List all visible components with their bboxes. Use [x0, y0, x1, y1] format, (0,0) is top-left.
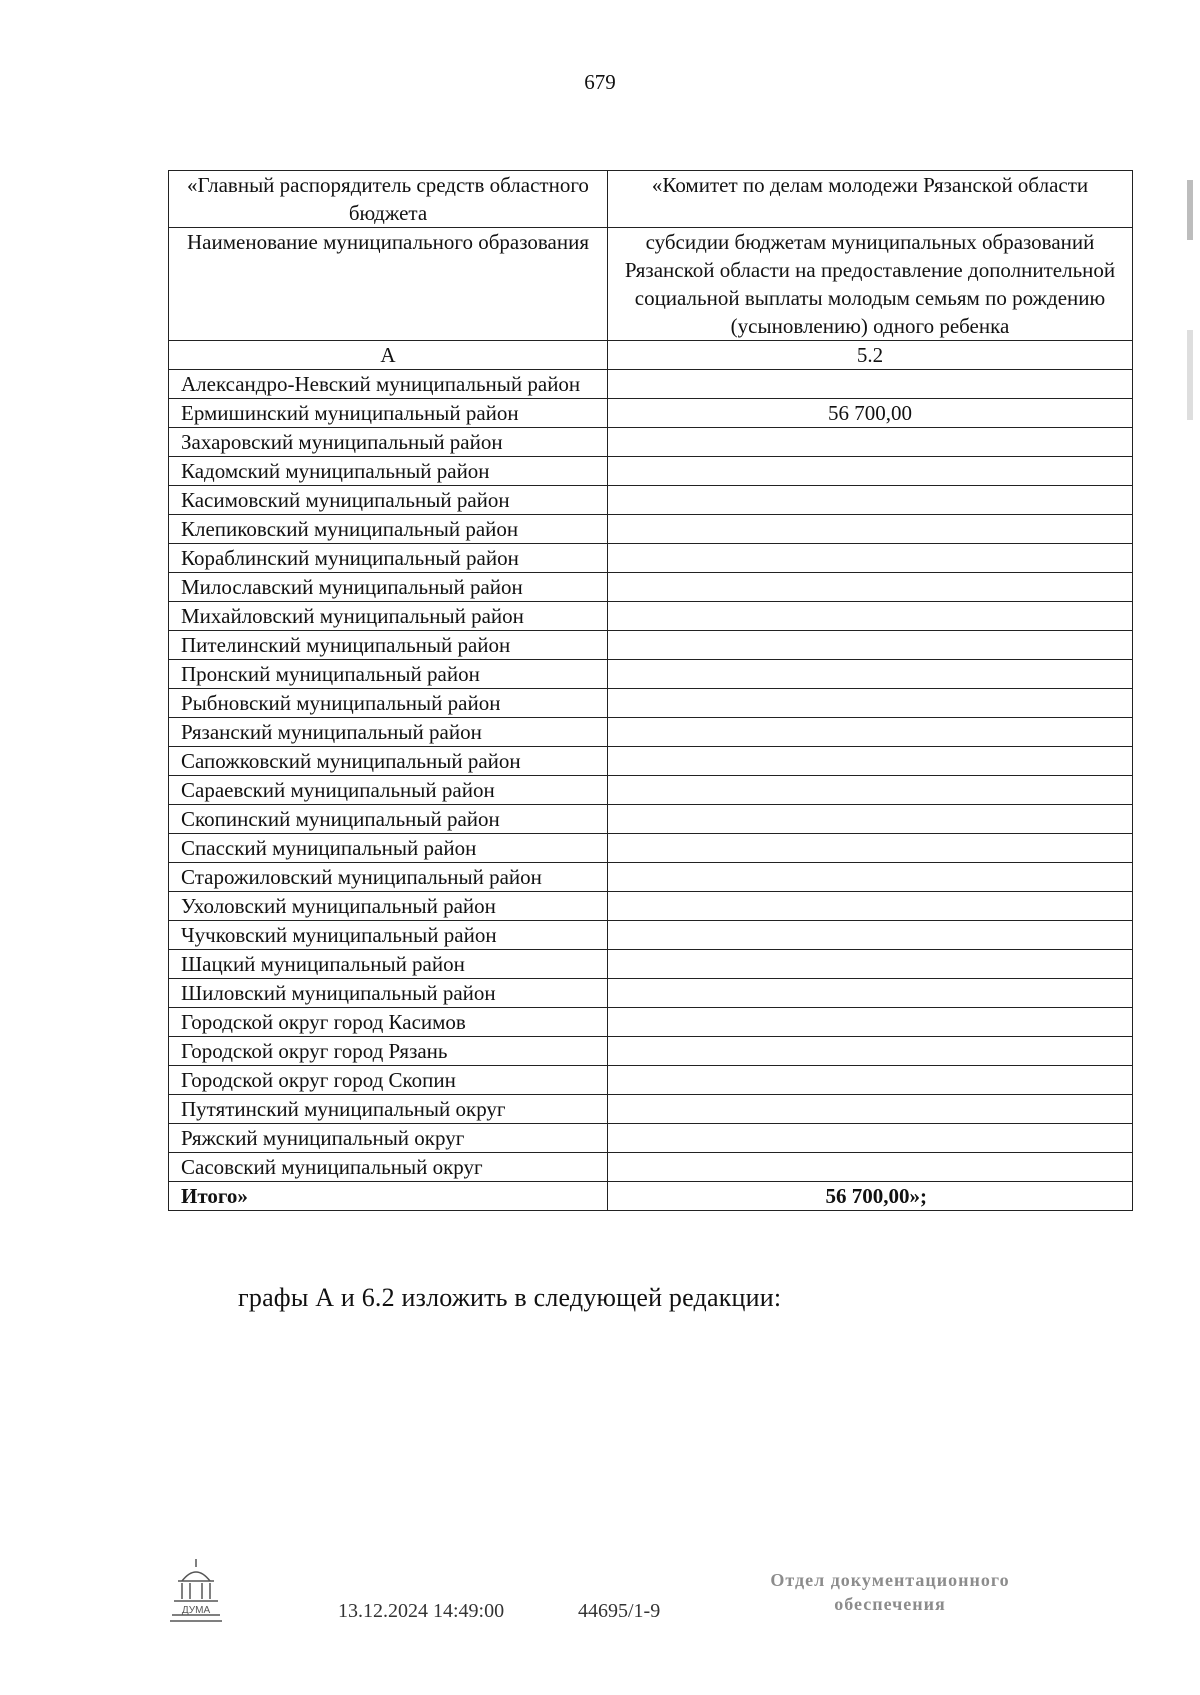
municipality-name-cell: Чучковский муниципальный район	[169, 921, 608, 950]
municipality-name-cell: Рязанский муниципальный район	[169, 718, 608, 747]
subsidy-value-cell	[608, 805, 1133, 834]
subsidy-value-cell	[608, 718, 1133, 747]
subsidy-table	[168, 170, 1133, 1211]
table-row	[169, 370, 1133, 399]
header-chief-administrator: «Главный распорядитель средств областного бюджета	[169, 171, 608, 228]
table-row	[169, 1008, 1133, 1037]
municipality-name-cell: Сапожковский муниципальный район	[169, 747, 608, 776]
stamp-line-1: Отдел документационного	[770, 1570, 1010, 1590]
subsidy-value-cell	[608, 1037, 1133, 1066]
table-row	[169, 747, 1133, 776]
table-row	[169, 863, 1133, 892]
subsidy-value-cell	[608, 979, 1133, 1008]
total-row	[169, 1182, 1133, 1211]
table-row	[169, 399, 1133, 428]
table-row	[169, 660, 1133, 689]
subsidy-value-cell	[608, 428, 1133, 457]
scan-edge-mark	[1187, 330, 1193, 420]
table-row	[169, 602, 1133, 631]
table-row	[169, 921, 1133, 950]
municipality-name-cell: Кадомский муниципальный район	[169, 457, 608, 486]
table-row	[169, 805, 1133, 834]
table-row	[169, 457, 1133, 486]
page-number: 679	[584, 70, 616, 94]
subsidy-value-cell	[608, 1066, 1133, 1095]
municipality-name-cell: Сасовский муниципальный округ	[169, 1153, 608, 1182]
table-header-row-1	[169, 171, 1133, 228]
footer-datetime: 13.12.2024 14:49:00	[338, 1600, 505, 1622]
header-municipality-name: Наименование муниципального образования	[169, 228, 608, 341]
municipality-name-cell: Пителинский муниципальный район	[169, 631, 608, 660]
subsidy-value-cell	[608, 689, 1133, 718]
subsidy-value-cell	[608, 1153, 1133, 1182]
municipality-name-cell: Михайловский муниципальный район	[169, 602, 608, 631]
municipality-name-cell: Городской округ город Скопин	[169, 1066, 608, 1095]
table-row	[169, 428, 1133, 457]
municipality-name-cell: Ряжский муниципальный округ	[169, 1124, 608, 1153]
municipality-name-cell: Шацкий муниципальный район	[169, 950, 608, 979]
column-code-5-2: 5.2	[608, 341, 1133, 370]
municipality-name-cell: Спасский муниципальный район	[169, 834, 608, 863]
table-header-row-2	[169, 228, 1133, 341]
subsidy-value-cell	[608, 1095, 1133, 1124]
table-row	[169, 544, 1133, 573]
municipality-name-cell: Кораблинский муниципальный район	[169, 544, 608, 573]
subsidy-value-cell	[608, 573, 1133, 602]
total-label: Итого»	[169, 1182, 608, 1211]
municipality-name-cell: Скопинский муниципальный район	[169, 805, 608, 834]
table-row	[169, 486, 1133, 515]
subsidy-value-cell	[608, 486, 1133, 515]
municipality-name-cell: Ермишинский муниципальный район	[169, 399, 608, 428]
header-subsidy-description: субсидии бюджетам муниципальных образований Рязанской области на предоставление дополнительной социальной выплаты молодым семьям по рождению (усыновлению) одного ребенка	[608, 228, 1133, 341]
subsidy-value-cell	[608, 631, 1133, 660]
municipality-name-cell: Александро-Невский муниципальный район	[169, 370, 608, 399]
subsidy-value-cell	[608, 370, 1133, 399]
table-row	[169, 979, 1133, 1008]
footer-doc-number: 44695/1-9	[578, 1600, 661, 1622]
subsidy-value-cell: 56 700,00	[608, 399, 1133, 428]
subsidy-value-cell	[608, 776, 1133, 805]
table-row	[169, 1124, 1133, 1153]
subsidy-value-cell	[608, 834, 1133, 863]
table-row	[169, 892, 1133, 921]
table-row	[169, 1066, 1133, 1095]
municipality-name-cell: Клепиковский муниципальный район	[169, 515, 608, 544]
municipality-name-cell: Путятинский муниципальный округ	[169, 1095, 608, 1124]
logo-text: ДУМА	[181, 1605, 211, 1616]
subsidy-value-cell	[608, 457, 1133, 486]
table-row	[169, 631, 1133, 660]
column-code-a: А	[169, 341, 608, 370]
scan-edge-mark	[1187, 180, 1193, 240]
municipality-name-cell: Старожиловский муниципальный район	[169, 863, 608, 892]
subsidy-value-cell	[608, 950, 1133, 979]
municipality-name-cell: Милославский муниципальный район	[169, 573, 608, 602]
subsidy-value-cell	[608, 921, 1133, 950]
table-row	[169, 1095, 1133, 1124]
table-row	[169, 573, 1133, 602]
municipality-name-cell: Сараевский муниципальный район	[169, 776, 608, 805]
municipality-name-cell: Городской округ город Рязань	[169, 1037, 608, 1066]
table-row	[169, 834, 1133, 863]
table-column-codes-row	[169, 341, 1133, 370]
header-committee: «Комитет по делам молодежи Рязанской области	[608, 171, 1133, 228]
subsidy-value-cell	[608, 892, 1133, 921]
table-row	[169, 689, 1133, 718]
duma-logo	[168, 1555, 224, 1627]
municipality-name-cell: Городской округ город Касимов	[169, 1008, 608, 1037]
subsidy-value-cell	[608, 515, 1133, 544]
subsidy-value-cell	[608, 863, 1133, 892]
subsidy-value-cell	[608, 602, 1133, 631]
table-row	[169, 1037, 1133, 1066]
subsidy-value-cell	[608, 1124, 1133, 1153]
table-row	[169, 515, 1133, 544]
table-row	[169, 718, 1133, 747]
subsidy-value-cell	[608, 1008, 1133, 1037]
subsidy-value-cell	[608, 747, 1133, 776]
department-stamp	[730, 1568, 1050, 1616]
municipality-name-cell: Шиловский муниципальный район	[169, 979, 608, 1008]
stamp-line-2: обеспечения	[834, 1594, 946, 1614]
municipality-name-cell: Захаровский муниципальный район	[169, 428, 608, 457]
table-row	[169, 950, 1133, 979]
municipality-name-cell: Рыбновский муниципальный район	[169, 689, 608, 718]
table-row	[169, 776, 1133, 805]
municipality-name-cell: Касимовский муниципальный район	[169, 486, 608, 515]
municipality-name-cell: Пронский муниципальный район	[169, 660, 608, 689]
subsidy-value-cell	[608, 544, 1133, 573]
subsidy-value-cell	[608, 660, 1133, 689]
total-value: 56 700,00»;	[608, 1182, 1133, 1211]
table-row	[169, 1153, 1133, 1182]
instruction-text: графы А и 6.2 изложить в следующей редакции:	[238, 1283, 782, 1312]
municipality-name-cell: Ухоловский муниципальный район	[169, 892, 608, 921]
